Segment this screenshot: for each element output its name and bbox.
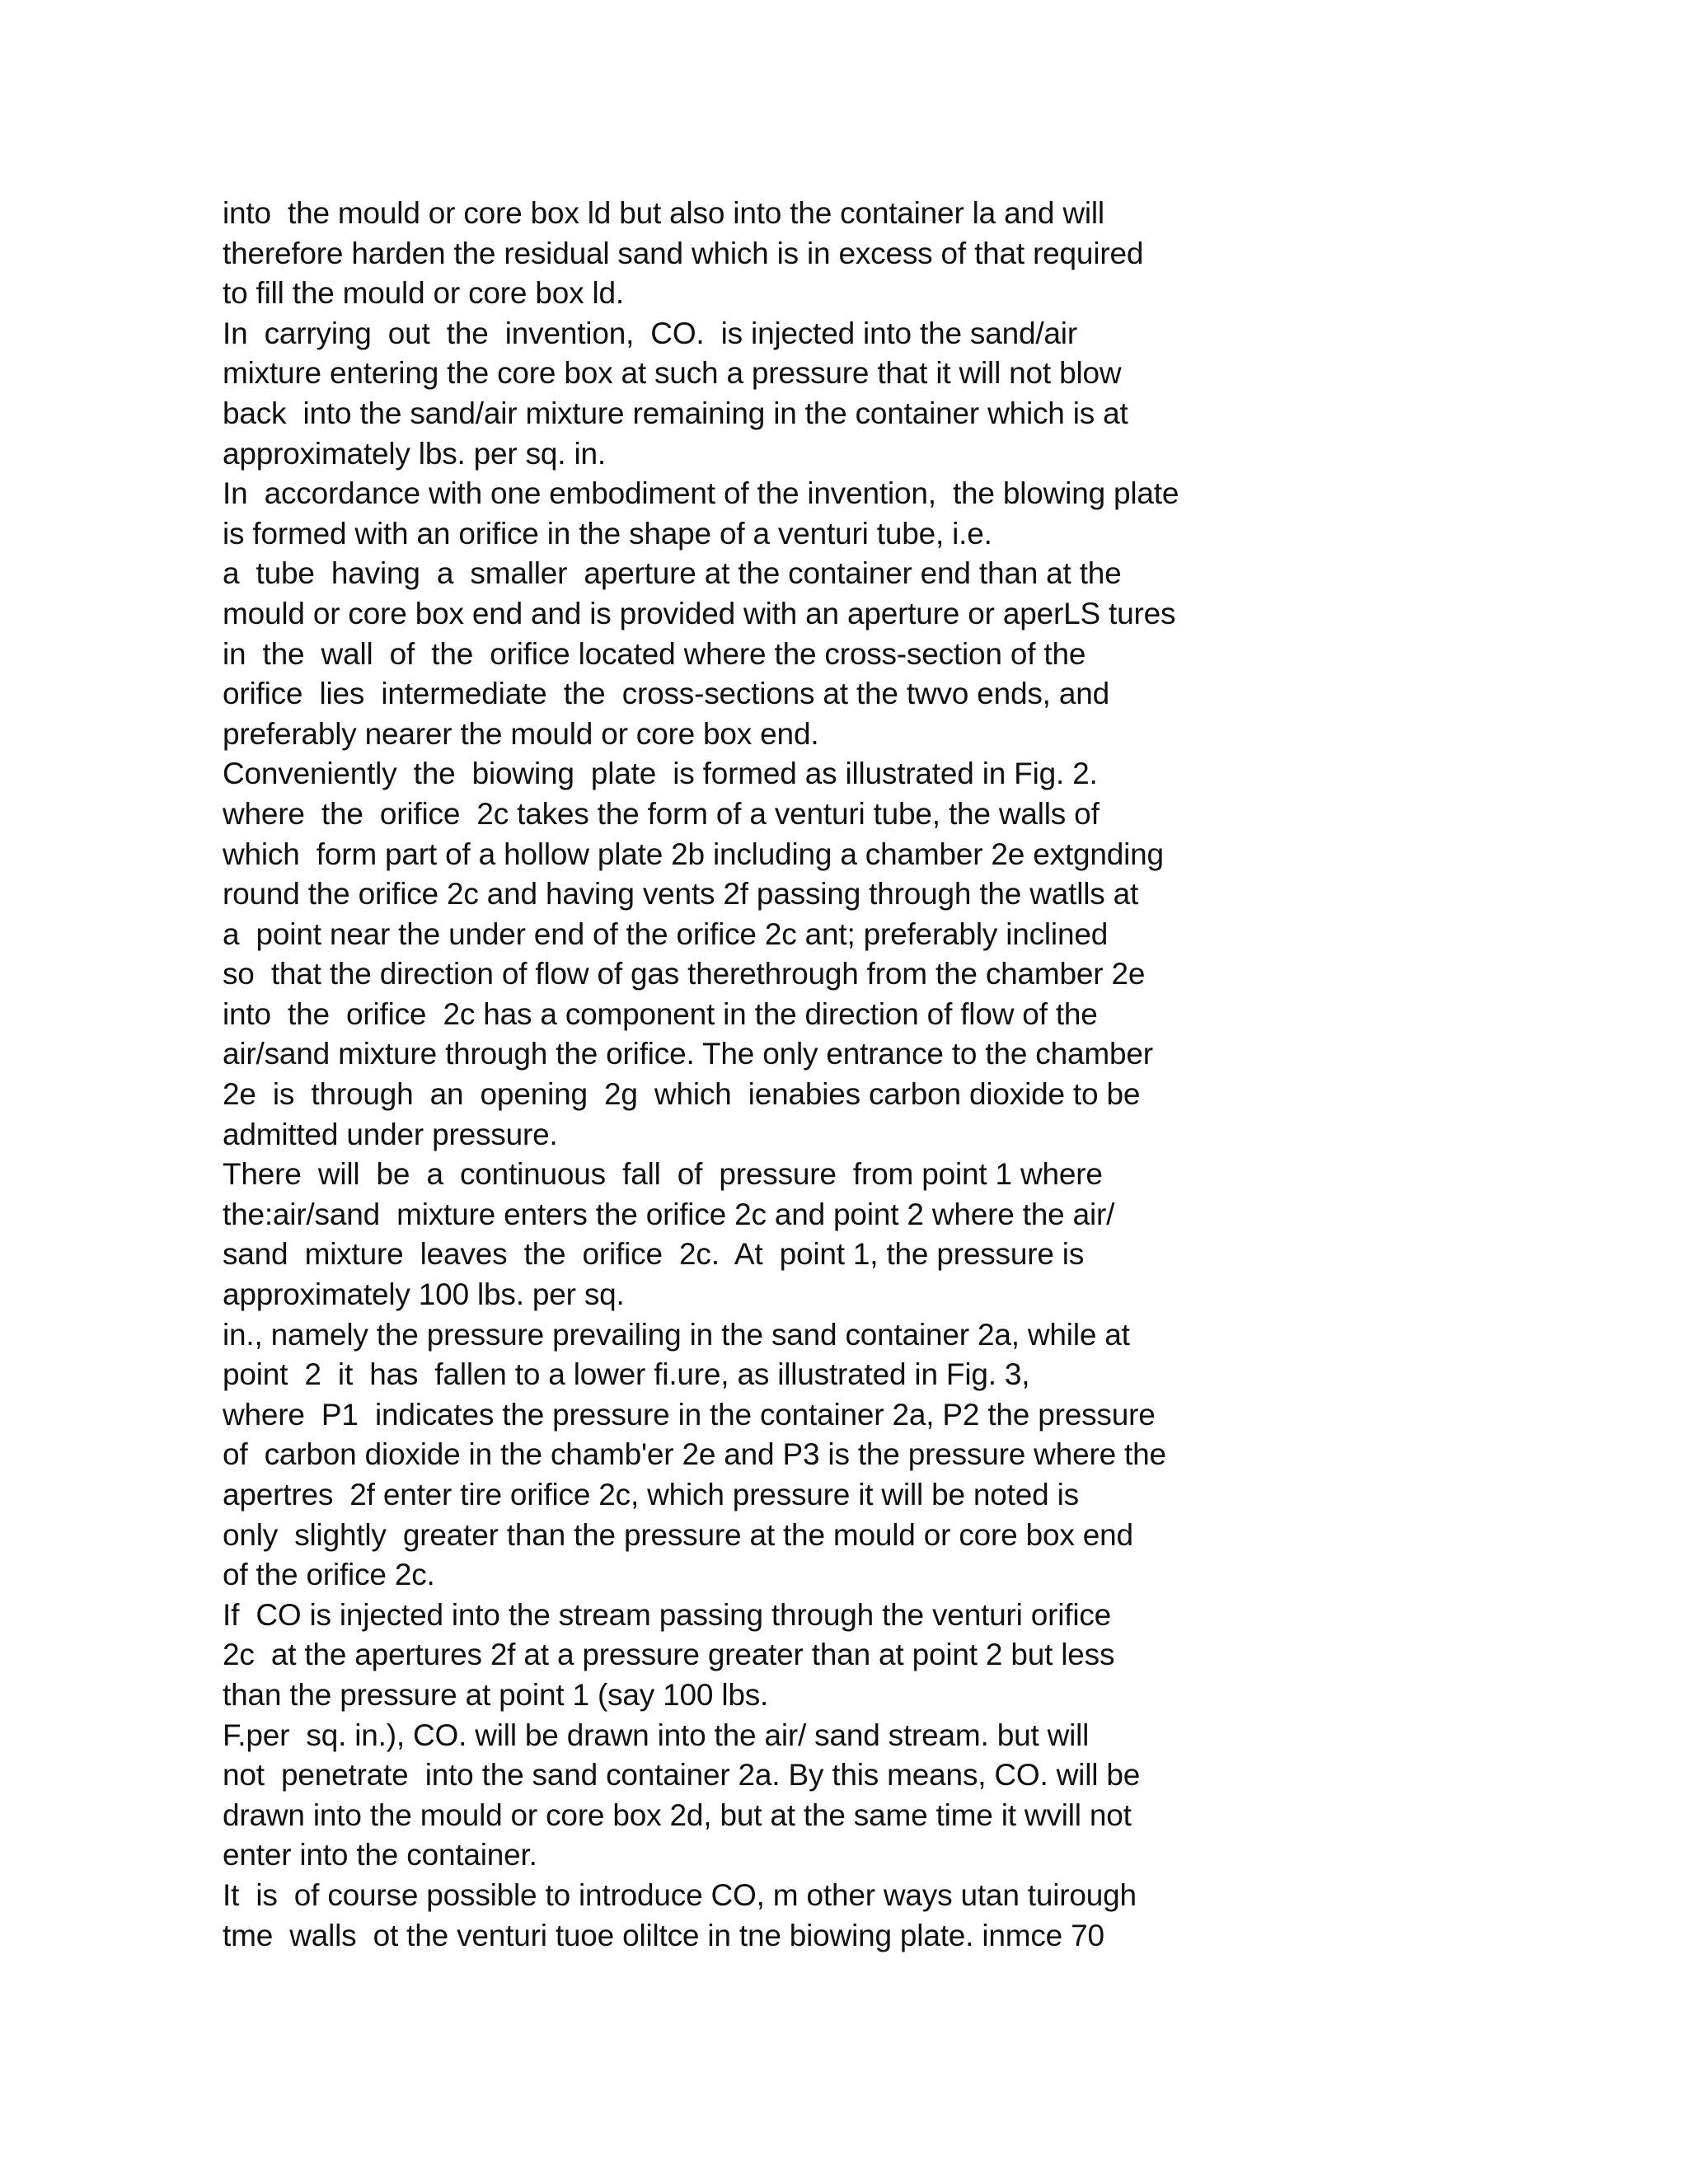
text-line: only slightly greater than the pressure at the mould or core box end <box>223 1517 1133 1552</box>
text-line: approximately lbs. per sq. in. <box>223 436 606 471</box>
text-line: It is of course possible to introduce CO, m other ways utan tuirough <box>223 1877 1137 1912</box>
text-line: the:air/sand mixture enters the orifice 2c and point 2 where the air/ <box>223 1197 1115 1231</box>
text-line: preferably nearer the mould or core box end. <box>223 716 819 751</box>
text-line: 2e is through an opening 2g which ienabies carbon dioxide to be <box>223 1077 1141 1112</box>
text-line: in., namely the pressure prevailing in the sand container 2a, while at <box>223 1317 1130 1352</box>
text-line: enter into the container. <box>223 1838 537 1872</box>
text-line: so that the direction of flow of gas therethrough from the chamber 2e <box>223 957 1146 991</box>
text-line: which form part of a hollow plate 2b including a chamber 2e extgnding <box>223 837 1164 871</box>
text-line: approximately 100 lbs. per sq. <box>223 1277 625 1312</box>
text-line: therefore harden the residual sand which is in excess of that required <box>223 236 1144 270</box>
text-line: of carbon dioxide in the chamb'er 2e and P3 is the pressure where the <box>223 1437 1166 1472</box>
text-line: into the mould or core box ld but also into the container la and will <box>223 196 1104 230</box>
text-line: apertres 2f enter tire orifice 2c, which pressure it will be noted is <box>223 1478 1079 1511</box>
text-line: where the orifice 2c takes the form of a venturi tube, the walls of <box>223 796 1100 831</box>
text-line: If CO is injected into the stream passing through the venturi orifice <box>223 1597 1112 1632</box>
text-line: tme walls ot the venturi tuoe oliltce in tne biowing plate. inmce 70 <box>223 1918 1104 1952</box>
text-line: mould or core box end and is provided with an aperture or aperLS tures <box>223 596 1176 630</box>
text-line: 2c at the apertures 2f at a pressure greater than at point 2 but less <box>223 1638 1115 1672</box>
text-line: F.per sq. in.), CO. will be drawn into the air/ sand stream. but will <box>223 1718 1090 1752</box>
text-line: not penetrate into the sand container 2a. By this means, CO. will be <box>223 1758 1141 1793</box>
text-line: admitted under pressure. <box>223 1117 558 1151</box>
text-line: a point near the under end of the orifice 2c ant; preferably inclined <box>223 916 1109 951</box>
text-line: mixture entering the core box at such a pressure that it will not blow <box>223 356 1122 391</box>
text-line: than the pressure at point 1 (say 100 lbs. <box>223 1677 769 1712</box>
text-line: There will be a continuous fall of pressure from point 1 where <box>223 1157 1103 1192</box>
text-line: point 2 it has fallen to a lower fi.ure, as illustrated in Fig. 3, <box>223 1357 1030 1392</box>
text-line: back into the sand/air mixture remaining in the container which is at <box>223 396 1128 430</box>
text-line: In carrying out the invention, CO. is injected into the sand/air <box>223 316 1077 350</box>
text-line: is formed with an orifice in the shape of a venturi tube, i.e. <box>223 516 992 551</box>
text-line: Conveniently the biowing plate is formed as illustrated in Fig. 2. <box>223 757 1098 791</box>
text-line: into the orifice 2c has a component in the direction of flow of the <box>223 996 1098 1031</box>
text-line: round the orifice 2c and having vents 2f passing through the watlls at <box>223 877 1139 912</box>
text-line: air/sand mixture through the orifice. The only entrance to the chamber <box>223 1037 1153 1071</box>
text-line: drawn into the mould or core box 2d, but at the same time it wvill not <box>223 1797 1132 1832</box>
text-line: to fill the mould or core box ld. <box>223 276 624 311</box>
text-line: of the orifice 2c. <box>223 1558 435 1592</box>
text-line: sand mixture leaves the orifice 2c. At point 1, the pressure is <box>223 1237 1085 1272</box>
text-line: where P1 indicates the pressure in the container 2a, P2 the pressure <box>223 1397 1156 1432</box>
body-text <box>223 194 1541 1956</box>
text-line: in the wall of the orifice located where the cross-section of the <box>223 636 1086 671</box>
text-line: a tube having a smaller aperture at the container end than at the <box>223 556 1122 591</box>
text-line: In accordance with one embodiment of the invention, the blowing plate <box>223 476 1179 511</box>
text-line: orifice lies intermediate the cross-sections at the twvo ends, and <box>223 677 1109 711</box>
